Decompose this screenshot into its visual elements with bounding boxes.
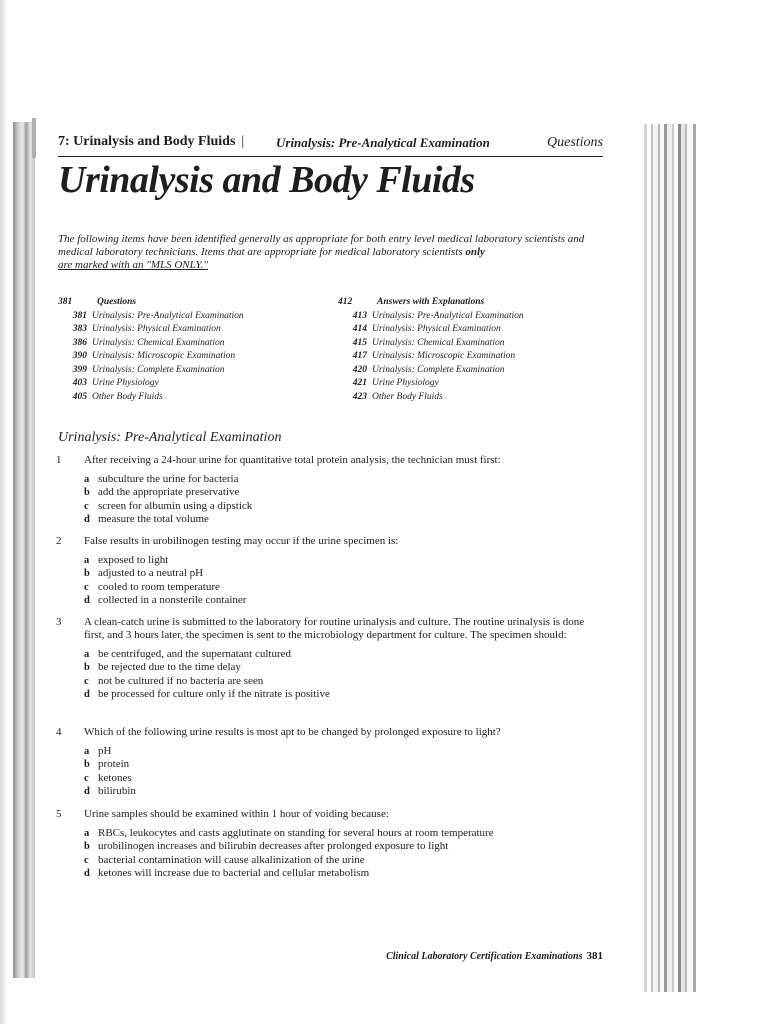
toc-item-title: Urinalysis: Microscopic Examination [372, 351, 516, 361]
question-item [58, 726, 603, 798]
option-text: bacterial contamination will cause alkalinization of the urine [98, 853, 365, 866]
toc-item-page: 420 [352, 364, 367, 375]
toc-item-title: Urine Physiology [92, 378, 159, 388]
option-text: be centrifuged, and the supernatant cultured [98, 648, 292, 660]
toc-item-title: Urinalysis: Pre-Analytical Examination [92, 310, 244, 321]
toc-item [58, 310, 298, 324]
option-text: urobilinogen increases and bilirubin decreases after prolonged exposure to light [98, 840, 449, 853]
answer-option [84, 513, 603, 526]
answer-option [84, 594, 603, 607]
toc-item-title: Urinalysis: Chemical Examination [92, 337, 225, 348]
question-stem: Which of the following urine results is most apt to be changed by prolonged exposure to light? [84, 726, 501, 738]
answer-option [84, 648, 603, 661]
toc-heading-title: Questions [97, 297, 137, 307]
option-text: measure the total volume [98, 512, 209, 525]
toc-item-page: 415 [352, 337, 367, 348]
toc-item-page: 413 [352, 310, 367, 321]
option-text: bilirubin [98, 784, 136, 797]
toc-item-title: Other Body Fluids [372, 391, 443, 402]
toc-item-title: Urinalysis: Microscopic Examination [92, 351, 236, 361]
answer-options [84, 745, 603, 798]
answer-option [84, 785, 603, 798]
page-stack-right [644, 124, 696, 992]
toc-heading-page: 412 [338, 297, 353, 307]
toc-item [58, 377, 298, 391]
toc-item-page: 383 [72, 324, 87, 334]
toc-item [58, 364, 298, 378]
question-stem: A clean-catch urine is submitted to the laboratory for routine urinalysis and culture. The routine urinalysis is done first, and 3 hours later, the specimen is sent to the microbiology department for culture. The specimen should: [84, 616, 585, 641]
answer-option [84, 581, 603, 594]
page-footer [386, 950, 603, 962]
question-item [58, 535, 603, 607]
toc-item [338, 350, 578, 364]
answer-option [84, 486, 603, 499]
option-text: cooled to room temperature [98, 580, 220, 593]
toc-item-page: 381 [72, 310, 87, 321]
toc-item-title: Urinalysis: Physical Examination [92, 324, 221, 334]
toc-item-title: Urinalysis: Complete Examination [372, 364, 505, 375]
option-text: add the appropriate preservative [98, 486, 240, 499]
answer-option [84, 745, 603, 758]
option-text: screen for albumin using a dipstick [98, 499, 253, 512]
answer-option [84, 473, 603, 486]
question-number: 2 [56, 535, 62, 547]
answer-option [84, 827, 603, 840]
question-number: 4 [56, 726, 62, 738]
toc-item [338, 364, 578, 378]
footer-book-title: Clinical Laboratory Certification Examinations [386, 951, 583, 962]
toc-item-page: 414 [352, 324, 367, 334]
option-text: protein [98, 758, 130, 771]
question-stem: Urine samples should be examined within 1 hour of voiding because: [84, 808, 389, 820]
toc-item-title: Urinalysis: Complete Examination [92, 364, 225, 375]
running-head-separator: | [241, 134, 245, 149]
answer-option [84, 840, 603, 853]
toc-item [338, 323, 578, 337]
toc-item [338, 377, 578, 391]
option-letter: c [84, 772, 89, 784]
option-letter: b [84, 841, 90, 853]
toc-answers-heading [338, 296, 578, 310]
option-letter: c [84, 500, 89, 512]
option-letter: b [84, 759, 90, 771]
section-heading: Urinalysis: Pre-Analytical Examination [58, 430, 282, 445]
binding-shadow [32, 118, 36, 158]
footer-page-number: 381 [586, 950, 603, 962]
option-letter: a [84, 746, 90, 757]
answer-option [84, 554, 603, 567]
option-text: exposed to light [98, 554, 169, 566]
option-letter: d [84, 785, 90, 797]
option-letter: a [84, 474, 90, 485]
toc-item-page: 417 [352, 351, 367, 361]
intro-text: The following items have been identified generally as appropriate for both entry level medical laboratory scientists and medical laboratory technicians. Items that are appropriate for medical laboratory scientists [58, 233, 585, 258]
answer-options [84, 648, 603, 701]
option-letter: b [84, 487, 90, 499]
toc-item-page: 399 [72, 364, 87, 375]
option-letter: d [84, 594, 90, 606]
question-stem: False results in urobilinogen testing may occur if the urine specimen is: [84, 535, 399, 547]
option-text: adjusted to a neutral pH [98, 567, 204, 580]
running-head-chapter: 7: Urinalysis and Body Fluids | [58, 134, 245, 149]
option-text: ketones [98, 771, 132, 784]
toc-item [58, 391, 298, 405]
toc-questions-heading [58, 296, 298, 310]
option-text: subculture the urine for bacteria [98, 473, 239, 485]
toc-answers [338, 296, 578, 404]
running-head [58, 134, 603, 157]
toc-item-title: Urinalysis: Physical Examination [372, 324, 501, 334]
option-text: pH [98, 745, 112, 757]
answer-option [84, 661, 603, 674]
toc-item-title: Urinalysis: Chemical Examination [372, 337, 505, 348]
answer-option [84, 854, 603, 867]
toc-item-page: 421 [352, 378, 367, 388]
running-head-label: Questions [547, 135, 603, 150]
toc-item [58, 323, 298, 337]
option-letter: c [84, 854, 89, 866]
chapter-title: Urinalysis and Body Fluids [58, 159, 475, 201]
toc-item-page: 390 [72, 351, 87, 361]
question-number: 3 [56, 616, 62, 628]
intro-mls-note: are marked with an "MLS ONLY." [58, 259, 208, 271]
option-text: be rejected due to the time delay [98, 661, 241, 674]
toc-item [338, 391, 578, 405]
toc-item-page: 386 [72, 337, 87, 348]
option-text: ketones will increase due to bacterial and cellular metabolism [98, 866, 370, 879]
question-stem: After receiving a 24-hour urine for quantitative total protein analysis, the technician must first: [84, 454, 501, 466]
toc-questions [58, 296, 298, 404]
answer-options [84, 473, 603, 526]
toc-item [58, 337, 298, 351]
option-letter: d [84, 513, 90, 525]
option-letter: c [84, 675, 89, 687]
question-number: 1 [56, 454, 62, 466]
answer-option [84, 867, 603, 880]
intro-paragraph [58, 233, 603, 272]
toc-heading-title: Answers with Explanations [377, 297, 485, 307]
option-letter: b [84, 568, 90, 580]
toc-item [58, 350, 298, 364]
page-edge [0, 0, 6, 1024]
answer-option [84, 567, 603, 580]
toc-item-page: 423 [352, 391, 367, 402]
running-head-section: Urinalysis: Pre-Analytical Examination [276, 135, 490, 150]
option-letter: d [84, 867, 90, 879]
question-item [58, 454, 603, 526]
option-text: not be cultured if no bacteria are seen [98, 674, 264, 687]
option-letter: c [84, 581, 89, 593]
option-letter: a [84, 649, 90, 660]
toc-item-title: Urine Physiology [372, 378, 439, 388]
toc-item [338, 337, 578, 351]
answer-option [84, 500, 603, 513]
option-text: be processed for culture only if the nitrate is positive [98, 687, 330, 700]
answer-option [84, 688, 603, 701]
toc-item-page: 405 [72, 391, 87, 402]
option-text: RBCs, leukocytes and casts agglutinate on standing for several hours at room temperature [98, 827, 494, 839]
question-item [58, 616, 603, 701]
option-letter: b [84, 662, 90, 674]
question-number: 5 [56, 808, 62, 820]
toc-item-title: Urinalysis: Pre-Analytical Examination [372, 310, 524, 321]
answer-options [84, 554, 603, 607]
option-letter: d [84, 688, 90, 700]
toc-item-page: 403 [72, 378, 87, 388]
toc-item [338, 310, 578, 324]
option-text: collected in a nonsterile container [98, 593, 247, 606]
answer-option [84, 758, 603, 771]
answer-option [84, 772, 603, 785]
option-letter: a [84, 555, 90, 566]
option-letter: a [84, 828, 90, 839]
answer-option [84, 675, 603, 688]
book-binding-left [13, 122, 35, 978]
toc-heading-page: 381 [58, 297, 73, 307]
question-item [58, 808, 603, 880]
answer-options [84, 827, 603, 880]
intro-emphasis: only [465, 246, 485, 258]
toc-item-title: Other Body Fluids [92, 391, 163, 402]
